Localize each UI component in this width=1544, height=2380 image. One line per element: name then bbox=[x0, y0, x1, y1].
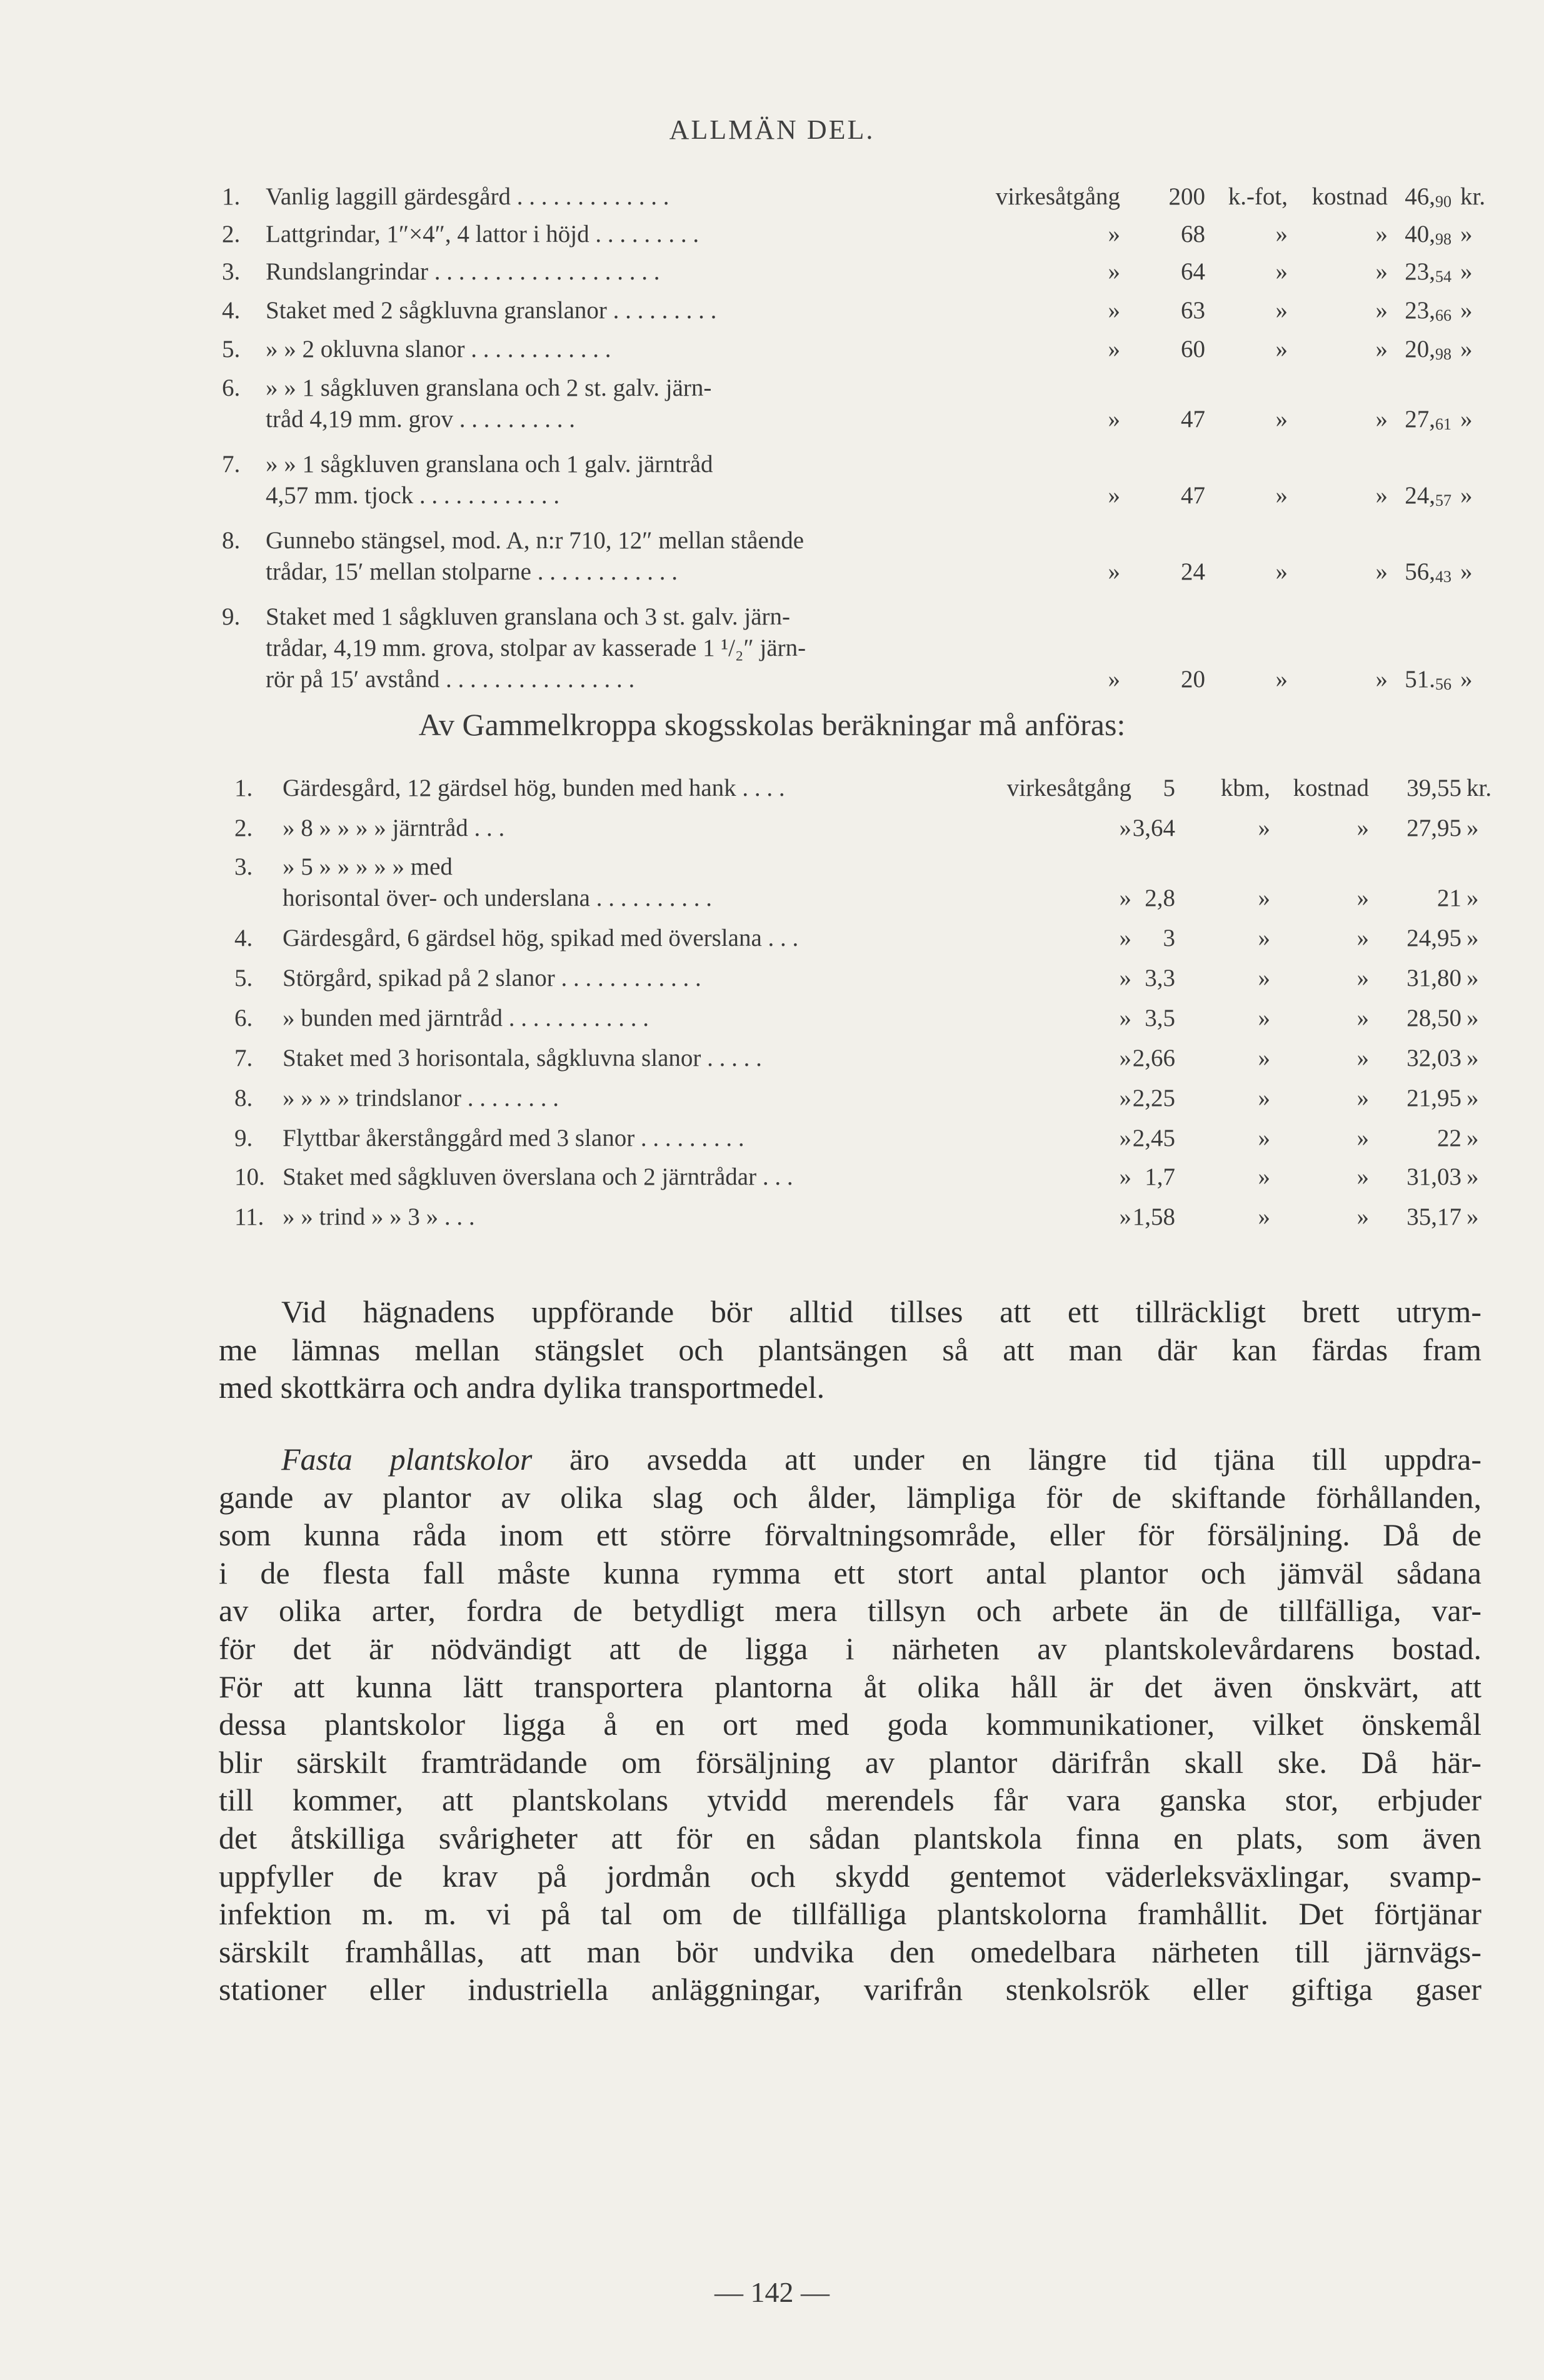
row-description bbox=[266, 373, 711, 435]
paragraph-line bbox=[219, 1554, 1481, 1592]
paragraph-line bbox=[219, 1744, 1481, 1782]
usage-unit: » bbox=[1275, 221, 1288, 248]
usage-label: » bbox=[1119, 815, 1131, 841]
row-description bbox=[283, 1123, 744, 1154]
description-line: Rundslangrindar . . . . . . . . . . . . . . . . . . . bbox=[266, 258, 660, 285]
cost-decimals: 90 bbox=[1435, 193, 1451, 211]
usage-label: virkesåtgång bbox=[1006, 775, 1131, 801]
paragraph-text: för det är nödvändigt att de ligga i närheten av plantskolevårdarens bostad. bbox=[219, 1630, 1481, 1666]
cost-value bbox=[1405, 334, 1451, 370]
usage-label: » bbox=[1108, 482, 1120, 509]
row-number: 8. bbox=[222, 527, 241, 554]
paragraph-text: blir särskilt framträdande om försäljning av plantor därifrån skall ske. Då här- bbox=[219, 1744, 1481, 1780]
usage-amount: 2,66 bbox=[1132, 1045, 1175, 1072]
cost-value bbox=[1405, 556, 1451, 593]
cost-value: 35,17 bbox=[1406, 1203, 1461, 1230]
row-description bbox=[283, 963, 701, 994]
usage-label: virkesåtgång bbox=[995, 183, 1120, 210]
description-line: Staket med 2 sågkluvna granslanor . . . . . . . . . bbox=[266, 297, 717, 324]
usage-amount: 3,64 bbox=[1132, 815, 1175, 841]
usage-label: » bbox=[1108, 297, 1120, 324]
row-number: 3. bbox=[222, 258, 241, 285]
currency: kr. bbox=[1460, 183, 1486, 210]
paragraph-text: i de flesta fall måste kunna rymma ett stort antal plantor och jämväl sådana bbox=[219, 1555, 1481, 1590]
row-number: 4. bbox=[234, 925, 253, 951]
description-line: Staket med 1 sågkluven granslana och 3 st. galv. järn- bbox=[266, 603, 790, 630]
cost-decimals: 57 bbox=[1435, 491, 1451, 510]
cost-label: » bbox=[1356, 925, 1369, 951]
currency: » bbox=[1460, 558, 1473, 585]
description-line: » 5 » » » » » med bbox=[283, 853, 453, 880]
currency: » bbox=[1460, 221, 1473, 248]
cost-value bbox=[1405, 480, 1451, 516]
cost-value: 39,55 bbox=[1406, 775, 1461, 801]
usage-label: » bbox=[1108, 666, 1120, 693]
usage-unit: » bbox=[1258, 885, 1270, 911]
row-description bbox=[266, 256, 659, 288]
usage-unit: k.-fot, bbox=[1228, 183, 1288, 210]
cost-value bbox=[1405, 664, 1451, 700]
currency: » bbox=[1466, 815, 1479, 841]
usage-amount: 60 bbox=[1181, 336, 1205, 363]
description-line: » » » » trindslanor . . . . . . . . bbox=[283, 1085, 559, 1112]
currency: » bbox=[1460, 482, 1473, 509]
row-number: 7. bbox=[222, 451, 241, 478]
paragraph-line bbox=[219, 1630, 1481, 1668]
usage-unit: » bbox=[1275, 258, 1288, 285]
cost-label: » bbox=[1356, 815, 1369, 841]
currency: » bbox=[1460, 258, 1473, 285]
paragraph-line bbox=[219, 1819, 1481, 1857]
usage-label: » bbox=[1108, 558, 1120, 585]
currency: » bbox=[1466, 1125, 1479, 1152]
usage-label: » bbox=[1119, 965, 1131, 992]
paragraph-text: För att kunna lätt transportera plantorna åt olika håll är det även önskvärt, att bbox=[219, 1669, 1481, 1704]
cost-label: » bbox=[1375, 297, 1388, 324]
page-number: — 142 — bbox=[714, 2276, 830, 2308]
paragraph-1 bbox=[219, 1293, 1481, 1407]
cost-decimals: 54 bbox=[1435, 268, 1451, 286]
cost-value: 24,95 bbox=[1406, 925, 1461, 951]
row-number: 6. bbox=[234, 1005, 253, 1032]
currency: » bbox=[1460, 336, 1473, 363]
currency: » bbox=[1466, 1085, 1479, 1112]
usage-label: » bbox=[1119, 1203, 1131, 1230]
cost-decimals: 56 bbox=[1435, 675, 1451, 693]
cost-label: » bbox=[1375, 558, 1388, 585]
italic-term: Fasta plantskolor bbox=[281, 1442, 533, 1477]
usage-unit: » bbox=[1258, 1203, 1270, 1230]
row-number: 11. bbox=[234, 1203, 264, 1230]
usage-label: » bbox=[1119, 1125, 1131, 1152]
currency: » bbox=[1466, 1203, 1479, 1230]
description-line: Staket med 3 horisontala, sågkluvna slanor . . . . . bbox=[283, 1045, 762, 1072]
cost-label: » bbox=[1375, 666, 1388, 693]
paragraph-2 bbox=[219, 1440, 1481, 2009]
paragraph-line: Vid hägnadens uppförande bör alltid tillses att ett tillräckligt brett utrym- bbox=[281, 1294, 1481, 1329]
currency: » bbox=[1460, 297, 1473, 324]
row-description bbox=[283, 1083, 559, 1114]
usage-unit: » bbox=[1275, 406, 1288, 433]
usage-unit: » bbox=[1275, 558, 1288, 585]
description-line: Gärdesgård, 6 gärdsel hög, spikad med överslana . . . bbox=[283, 925, 799, 951]
description-line: » » 1 sågkluven granslana och 2 st. galv. järn- bbox=[266, 374, 712, 401]
row-number: 2. bbox=[234, 815, 253, 841]
currency: kr. bbox=[1466, 775, 1492, 801]
usage-amount: 68 bbox=[1181, 221, 1205, 248]
row-description bbox=[283, 923, 798, 954]
row-description bbox=[266, 295, 716, 326]
paragraph-text: som kunna råda inom ett större förvaltningsområde, eller för försäljning. Då de bbox=[219, 1517, 1481, 1553]
cost-integer: 24, bbox=[1405, 482, 1435, 509]
cost-value bbox=[1405, 295, 1451, 331]
usage-unit: » bbox=[1258, 1005, 1270, 1032]
paragraph-line: me lämnas mellan stängslet och plantsängen så att man där kan färdas fram bbox=[219, 1332, 1481, 1367]
usage-unit: » bbox=[1258, 1163, 1270, 1190]
cost-value bbox=[1405, 219, 1451, 255]
description-line: rör på 15′ avstånd . . . . . . . . . . . . . . . . bbox=[266, 666, 635, 693]
row-description bbox=[283, 851, 712, 914]
row-description bbox=[266, 219, 699, 250]
usage-label: » bbox=[1108, 221, 1120, 248]
description-line: Störgård, spikad på 2 slanor . . . . . . . . . . . . bbox=[283, 965, 701, 992]
usage-amount: 47 bbox=[1181, 482, 1205, 509]
description-line: » » 1 sågkluven granslana och 1 galv. järntråd bbox=[266, 451, 713, 478]
currency: » bbox=[1466, 925, 1479, 951]
cost-label: » bbox=[1375, 406, 1388, 433]
row-description bbox=[283, 1162, 793, 1193]
cost-value: 28,50 bbox=[1406, 1005, 1461, 1032]
usage-unit: » bbox=[1275, 482, 1288, 509]
cost-integer: 20, bbox=[1405, 336, 1435, 363]
section-heading: Av Gammelkroppa skogsskolas beräkningar må anföras: bbox=[418, 707, 1126, 742]
usage-label: » bbox=[1119, 1163, 1131, 1190]
cost-label: » bbox=[1356, 885, 1369, 911]
row-description bbox=[283, 1202, 475, 1233]
usage-amount: 20 bbox=[1181, 666, 1205, 693]
cost-decimals: 43 bbox=[1435, 568, 1451, 586]
currency: » bbox=[1466, 885, 1479, 911]
usage-amount: 200 bbox=[1168, 183, 1205, 210]
row-number: 9. bbox=[222, 603, 241, 630]
row-description bbox=[283, 1043, 762, 1074]
usage-label: » bbox=[1108, 406, 1120, 433]
row-number: 7. bbox=[234, 1045, 253, 1072]
description-line: Vanlig laggill gärdesgård . . . . . . . . . . . . . bbox=[266, 183, 669, 210]
description-line: » bunden med järntråd . . . . . . . . . . . . bbox=[283, 1005, 649, 1032]
paragraph-text: till kommer, att plantskolans ytvidd merendels får vara ganska stor, erbjuder bbox=[219, 1782, 1481, 1818]
cost-value bbox=[1405, 404, 1451, 440]
usage-unit: » bbox=[1275, 297, 1288, 324]
cost-label: kostnad bbox=[1311, 183, 1388, 210]
usage-amount: 2,45 bbox=[1132, 1125, 1175, 1152]
paragraph-text: det åtskilliga svårigheter att för en sådan plantskola finna en plats, som även bbox=[219, 1820, 1481, 1855]
paragraph-line bbox=[219, 1516, 1481, 1554]
row-description bbox=[283, 1003, 649, 1034]
usage-amount: 1,58 bbox=[1132, 1203, 1175, 1230]
description-line: trådar, 15′ mellan stolparne . . . . . . . . . . . . bbox=[266, 558, 678, 585]
paragraph-text: särskilt framhållas, att man bör undvika den omedelbara närheten till järnvägs- bbox=[219, 1934, 1481, 1969]
cost-value bbox=[1405, 181, 1451, 218]
row-number: 3. bbox=[234, 853, 253, 880]
description-line: » » 2 okluvna slanor . . . . . . . . . . . . bbox=[266, 336, 611, 363]
description-line: » » trind » » 3 » . . . bbox=[283, 1203, 475, 1230]
description-line: tråd 4,19 mm. grov . . . . . . . . . . bbox=[266, 406, 576, 433]
usage-unit: » bbox=[1258, 965, 1270, 992]
usage-unit: kbm, bbox=[1220, 775, 1270, 801]
description-line: 4,57 mm. tjock . . . . . . . . . . . . bbox=[266, 482, 560, 509]
row-description bbox=[266, 181, 669, 213]
paragraph-text: stationer eller industriella anläggningar, varifrån stenkolsrök eller giftiga gaser bbox=[219, 1972, 1481, 2007]
cost-value: 22 bbox=[1437, 1125, 1461, 1152]
description-line: Flyttbar åkerstånggård med 3 slanor . . . . . . . . . bbox=[283, 1125, 744, 1152]
cost-value: 21,95 bbox=[1406, 1085, 1461, 1112]
usage-amount: 24 bbox=[1181, 558, 1205, 585]
cost-decimals: 98 bbox=[1435, 345, 1451, 363]
paragraph-line bbox=[219, 1933, 1481, 1971]
usage-amount: 2,25 bbox=[1132, 1085, 1175, 1112]
paragraph-line bbox=[219, 1857, 1481, 1895]
usage-amount: 3 bbox=[1163, 925, 1175, 951]
usage-label: » bbox=[1108, 336, 1120, 363]
paragraph-line bbox=[219, 1705, 1481, 1744]
usage-unit: » bbox=[1258, 925, 1270, 951]
row-description bbox=[266, 601, 806, 695]
cost-label: » bbox=[1356, 1005, 1369, 1032]
usage-label: » bbox=[1119, 885, 1131, 911]
cost-integer: 40, bbox=[1405, 221, 1435, 248]
description-line: Gärdesgård, 12 gärdsel hög, bunden med hank . . . . bbox=[283, 775, 785, 801]
currency: » bbox=[1466, 1005, 1479, 1032]
usage-amount: 5 bbox=[1163, 775, 1175, 801]
paragraph-text: gande av plantor av olika slag och ålder, lämpliga för de skiftande förhållanden, bbox=[219, 1479, 1481, 1515]
currency: » bbox=[1460, 666, 1473, 693]
cost-value: 31,80 bbox=[1406, 965, 1461, 992]
description-line: Staket med sågkluven överslana och 2 järntrådar . . . bbox=[283, 1163, 793, 1190]
cost-value: 31,03 bbox=[1406, 1163, 1461, 1190]
cost-label: » bbox=[1375, 482, 1388, 509]
row-description bbox=[266, 334, 611, 365]
row-number: 5. bbox=[234, 965, 253, 992]
usage-amount: 47 bbox=[1181, 406, 1205, 433]
cost-integer: 46, bbox=[1405, 183, 1435, 210]
usage-label: » bbox=[1119, 1045, 1131, 1072]
description-line: » 8 » » » » järntråd . . . bbox=[283, 815, 505, 841]
usage-unit: » bbox=[1258, 1125, 1270, 1152]
cost-label: kostnad bbox=[1293, 775, 1369, 801]
usage-label: » bbox=[1119, 1085, 1131, 1112]
paragraph-line bbox=[219, 1479, 1481, 1517]
paragraph-text: dessa plantskolor ligga å en ort med goda kommunikationer, vilket önskemål bbox=[219, 1707, 1481, 1742]
usage-label: » bbox=[1108, 258, 1120, 285]
cost-integer: 27, bbox=[1405, 406, 1435, 433]
paragraph-line bbox=[219, 1592, 1481, 1630]
usage-label: » bbox=[1119, 1005, 1131, 1032]
description-line: horisontal över- och underslana . . . . . . . . . . bbox=[283, 885, 712, 911]
cost-label: » bbox=[1375, 258, 1388, 285]
paragraph-line: med skottkärra och andra dylika transportmedel. bbox=[219, 1370, 825, 1405]
currency: » bbox=[1466, 1045, 1479, 1072]
cost-value: 27,95 bbox=[1406, 815, 1461, 841]
usage-amount: 2,8 bbox=[1145, 885, 1175, 911]
paragraph-text: uppfyller de krav på jordmån och skydd gentemot väderleksväxlingar, svamp- bbox=[219, 1858, 1481, 1894]
row-number: 4. bbox=[222, 297, 241, 324]
cost-integer: 23, bbox=[1405, 258, 1435, 285]
description-line: trådar, 4,19 mm. grova, stolpar av kasserade 1 ¹/₂″ järn- bbox=[266, 635, 806, 661]
cost-label: » bbox=[1375, 221, 1388, 248]
cost-value bbox=[1405, 256, 1451, 293]
row-number: 5. bbox=[222, 336, 241, 363]
paragraph-line bbox=[219, 1781, 1481, 1819]
row-number: 6. bbox=[222, 374, 241, 401]
row-description bbox=[266, 525, 804, 588]
currency: » bbox=[1460, 406, 1473, 433]
usage-amount: 3,5 bbox=[1145, 1005, 1175, 1032]
row-number: 2. bbox=[222, 221, 241, 248]
paragraph-text: av olika arter, fordra de betydligt mera tillsyn och arbete än de tillfälliga, var- bbox=[219, 1593, 1481, 1629]
paragraph-text: äro avsedda att under en längre tid tjäna till uppdra- bbox=[532, 1442, 1481, 1477]
cost-label: » bbox=[1356, 965, 1369, 992]
description-line: Gunnebo stängsel, mod. A, n:r 710, 12″ mellan stående bbox=[266, 527, 805, 554]
usage-amount: 3,3 bbox=[1145, 965, 1175, 992]
paragraph-text: infektion m. m. vi på tal om de tillfälliga plantskolorna framhållit. Det förtjänar bbox=[219, 1896, 1481, 1932]
row-description bbox=[266, 449, 713, 511]
description-line: Lattgrindar, 1″×4″, 4 lattor i höjd . . . . . . . . . bbox=[266, 221, 699, 248]
row-description bbox=[283, 813, 504, 844]
currency: » bbox=[1466, 965, 1479, 992]
cost-decimals: 66 bbox=[1435, 306, 1451, 324]
cost-value: 21 bbox=[1437, 885, 1461, 911]
usage-amount: 1,7 bbox=[1145, 1163, 1175, 1190]
running-head: ALLMÄN DEL. bbox=[669, 114, 875, 145]
usage-amount: 63 bbox=[1181, 297, 1205, 324]
cost-label: » bbox=[1356, 1085, 1369, 1112]
row-number: 8. bbox=[234, 1085, 253, 1112]
cost-label: » bbox=[1375, 336, 1388, 363]
cost-integer: 51. bbox=[1405, 666, 1435, 693]
paragraph-line bbox=[219, 1668, 1481, 1706]
currency: » bbox=[1466, 1163, 1479, 1190]
cost-integer: 23, bbox=[1405, 297, 1435, 324]
row-number: 1. bbox=[222, 183, 241, 210]
usage-unit: » bbox=[1258, 815, 1270, 841]
cost-label: » bbox=[1356, 1163, 1369, 1190]
paragraph-line bbox=[219, 1971, 1481, 2009]
usage-unit: » bbox=[1258, 1085, 1270, 1112]
usage-amount: 64 bbox=[1181, 258, 1205, 285]
row-number: 9. bbox=[234, 1125, 253, 1152]
paragraph-line bbox=[219, 1895, 1481, 1933]
paragraph-line bbox=[219, 1440, 1481, 1479]
cost-label: » bbox=[1356, 1125, 1369, 1152]
row-description bbox=[283, 773, 785, 804]
cost-value: 32,03 bbox=[1406, 1045, 1461, 1072]
row-number: 1. bbox=[234, 775, 253, 801]
cost-decimals: 98 bbox=[1435, 230, 1451, 248]
cost-label: » bbox=[1356, 1203, 1369, 1230]
cost-decimals: 61 bbox=[1435, 415, 1451, 433]
cost-label: » bbox=[1356, 1045, 1369, 1072]
usage-unit: » bbox=[1258, 1045, 1270, 1072]
usage-unit: » bbox=[1275, 666, 1288, 693]
usage-unit: » bbox=[1275, 336, 1288, 363]
usage-label: » bbox=[1119, 925, 1131, 951]
row-number: 10. bbox=[234, 1163, 265, 1190]
cost-integer: 56, bbox=[1405, 558, 1435, 585]
